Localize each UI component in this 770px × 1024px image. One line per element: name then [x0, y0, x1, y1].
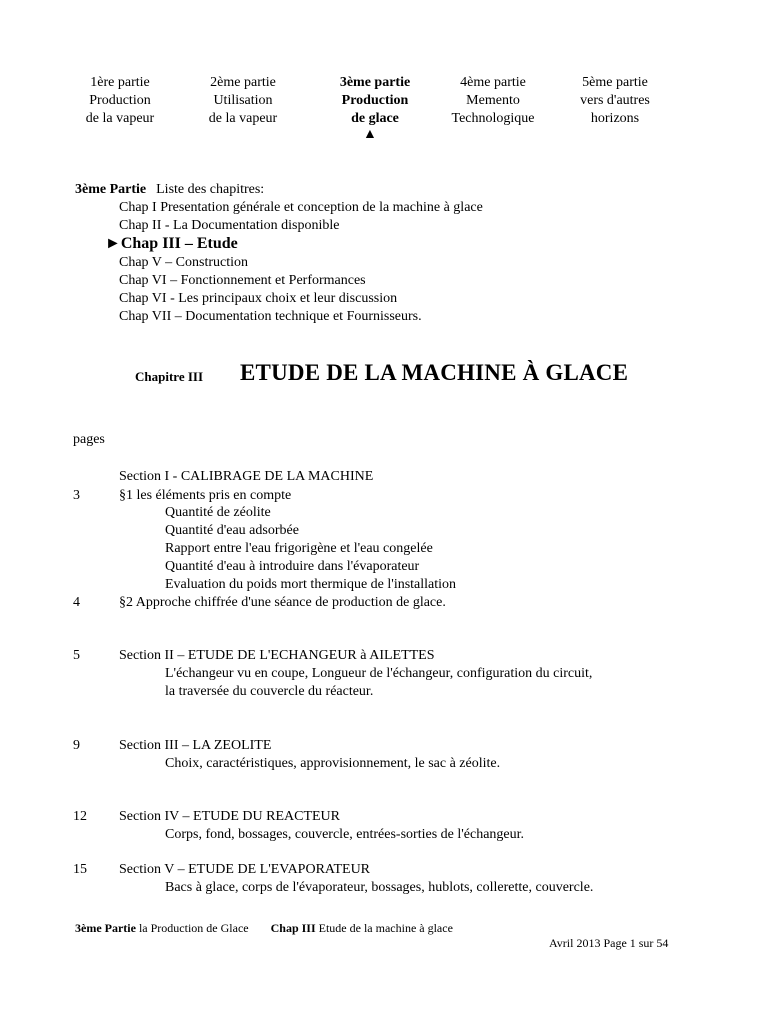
section-3-desc: Choix, caractéristiques, approvisionnement, le sac à zéolite.: [165, 756, 501, 771]
nav-part-1[interactable]: [70, 74, 170, 128]
footer-page-info: Avril 2013 Page 1 sur 54: [549, 936, 669, 950]
nav-part-5-line1: 5ème partie: [582, 75, 648, 90]
section-4-page: 12: [73, 809, 87, 824]
nav-part-4-line1: 4ème partie: [460, 75, 526, 90]
section-1-p1-item: Quantité d'eau à introduire dans l'évaporateur: [165, 559, 420, 574]
section-1-p2-page: 4: [73, 595, 80, 610]
section-5-page: 15: [73, 862, 87, 877]
active-part-marker-icon: ▲: [363, 127, 377, 142]
nav-part-5-line2: vers d'autres: [580, 93, 650, 108]
section-1-p2-title: §2 Approche chiffrée d'une séance de production de glace.: [119, 595, 446, 610]
nav-part-5[interactable]: [565, 74, 665, 128]
section-1-p1-item: Rapport entre l'eau frigorigène et l'eau congelée: [165, 541, 433, 556]
section-1-p1-item: Evaluation du poids mort thermique de l'installation: [165, 577, 457, 592]
nav-part-2-line1: 2ème partie: [210, 75, 276, 90]
nav-part-1-line3: de la vapeur: [85, 111, 155, 126]
section-2-desc: L'échangeur vu en coupe, Longueur de l'échangeur, configuration du circuit,: [165, 666, 593, 681]
nav-part-3-line2: Production: [341, 93, 409, 108]
section-1-p1-item: Quantité d'eau adsorbée: [165, 523, 299, 538]
nav-part-4[interactable]: [443, 74, 543, 128]
chapter-list-part: 3ème Partie: [75, 182, 147, 197]
section-1-p1-item: Quantité de zéolite: [165, 505, 271, 520]
chapter-number: Chapitre III: [135, 369, 204, 384]
section-1-title: Section I - CALIBRAGE DE LA MACHINE: [119, 469, 374, 484]
section-4-title: Section IV – ETUDE DU REACTEUR: [119, 809, 340, 824]
nav-part-3[interactable]: [325, 74, 425, 128]
chapter-link-6b[interactable]: Chap VI - Les principaux choix et leur discussion: [119, 291, 398, 306]
chapter-link-6[interactable]: Chap VI – Fonctionnement et Performances: [119, 273, 366, 288]
section-3-title: Section III – LA ZEOLITE: [119, 738, 272, 753]
section-2-title: Section II – ETUDE DE L'ECHANGEUR à AILETTES: [119, 648, 435, 663]
section-4-desc: Corps, fond, bossages, couvercle, entrées-sorties de l'échangeur.: [165, 827, 525, 842]
nav-part-2-line2: Utilisation: [213, 93, 273, 108]
footer-part-text: la Production de Glace: [135, 921, 249, 935]
nav-part-3-line1: 3ème partie: [339, 75, 411, 90]
nav-part-3-line3: de glace: [351, 111, 399, 126]
nav-part-4-line2: Memento: [466, 93, 520, 108]
nav-part-4-line3: Technologique: [451, 111, 535, 126]
nav-part-2[interactable]: [193, 74, 293, 128]
footer-part-label: 3ème Partie: [75, 921, 136, 935]
nav-part-2-line3: de la vapeur: [208, 111, 278, 126]
section-3-page: 9: [73, 738, 80, 753]
chapter-link-5[interactable]: Chap V – Construction: [119, 255, 248, 270]
page-title: ETUDE DE LA MACHINE À GLACE: [240, 360, 629, 385]
chapter-list-title: Liste des chapitres:: [156, 182, 265, 197]
footer-left: [75, 921, 453, 936]
nav-part-1-line2: Production: [89, 93, 151, 108]
section-1-p1-title: §1 les éléments pris en compte: [119, 488, 292, 503]
chapter-link-1[interactable]: Chap I Presentation générale et conception de la machine à glace: [119, 200, 483, 215]
pages-column-label: pages: [73, 432, 105, 447]
chapter-link-2[interactable]: Chap II - La Documentation disponible: [119, 218, 340, 233]
section-1-p1-page: 3: [73, 488, 80, 503]
nav-part-5-line3: horizons: [590, 111, 640, 126]
footer-chap-label: Chap III: [270, 921, 316, 935]
section-2-page: 5: [73, 648, 80, 663]
chapter-list-heading: [75, 181, 264, 199]
nav-part-1-line1: 1ère partie: [90, 75, 150, 90]
section-5-title: Section V – ETUDE DE L'EVAPORATEUR: [119, 862, 371, 877]
section-5-desc: Bacs à glace, corps de l'évaporateur, bossages, hublots, collerette, couvercle.: [165, 880, 594, 895]
chapter-link-7[interactable]: Chap VII – Documentation technique et Fournisseurs.: [119, 309, 422, 324]
section-2-desc: la traversée du couvercle du réacteur.: [165, 684, 374, 699]
footer-chap-text: Etude de la machine à glace: [315, 921, 453, 935]
chapter-link-3-current[interactable]: ►Chap III – Etude: [105, 235, 238, 252]
